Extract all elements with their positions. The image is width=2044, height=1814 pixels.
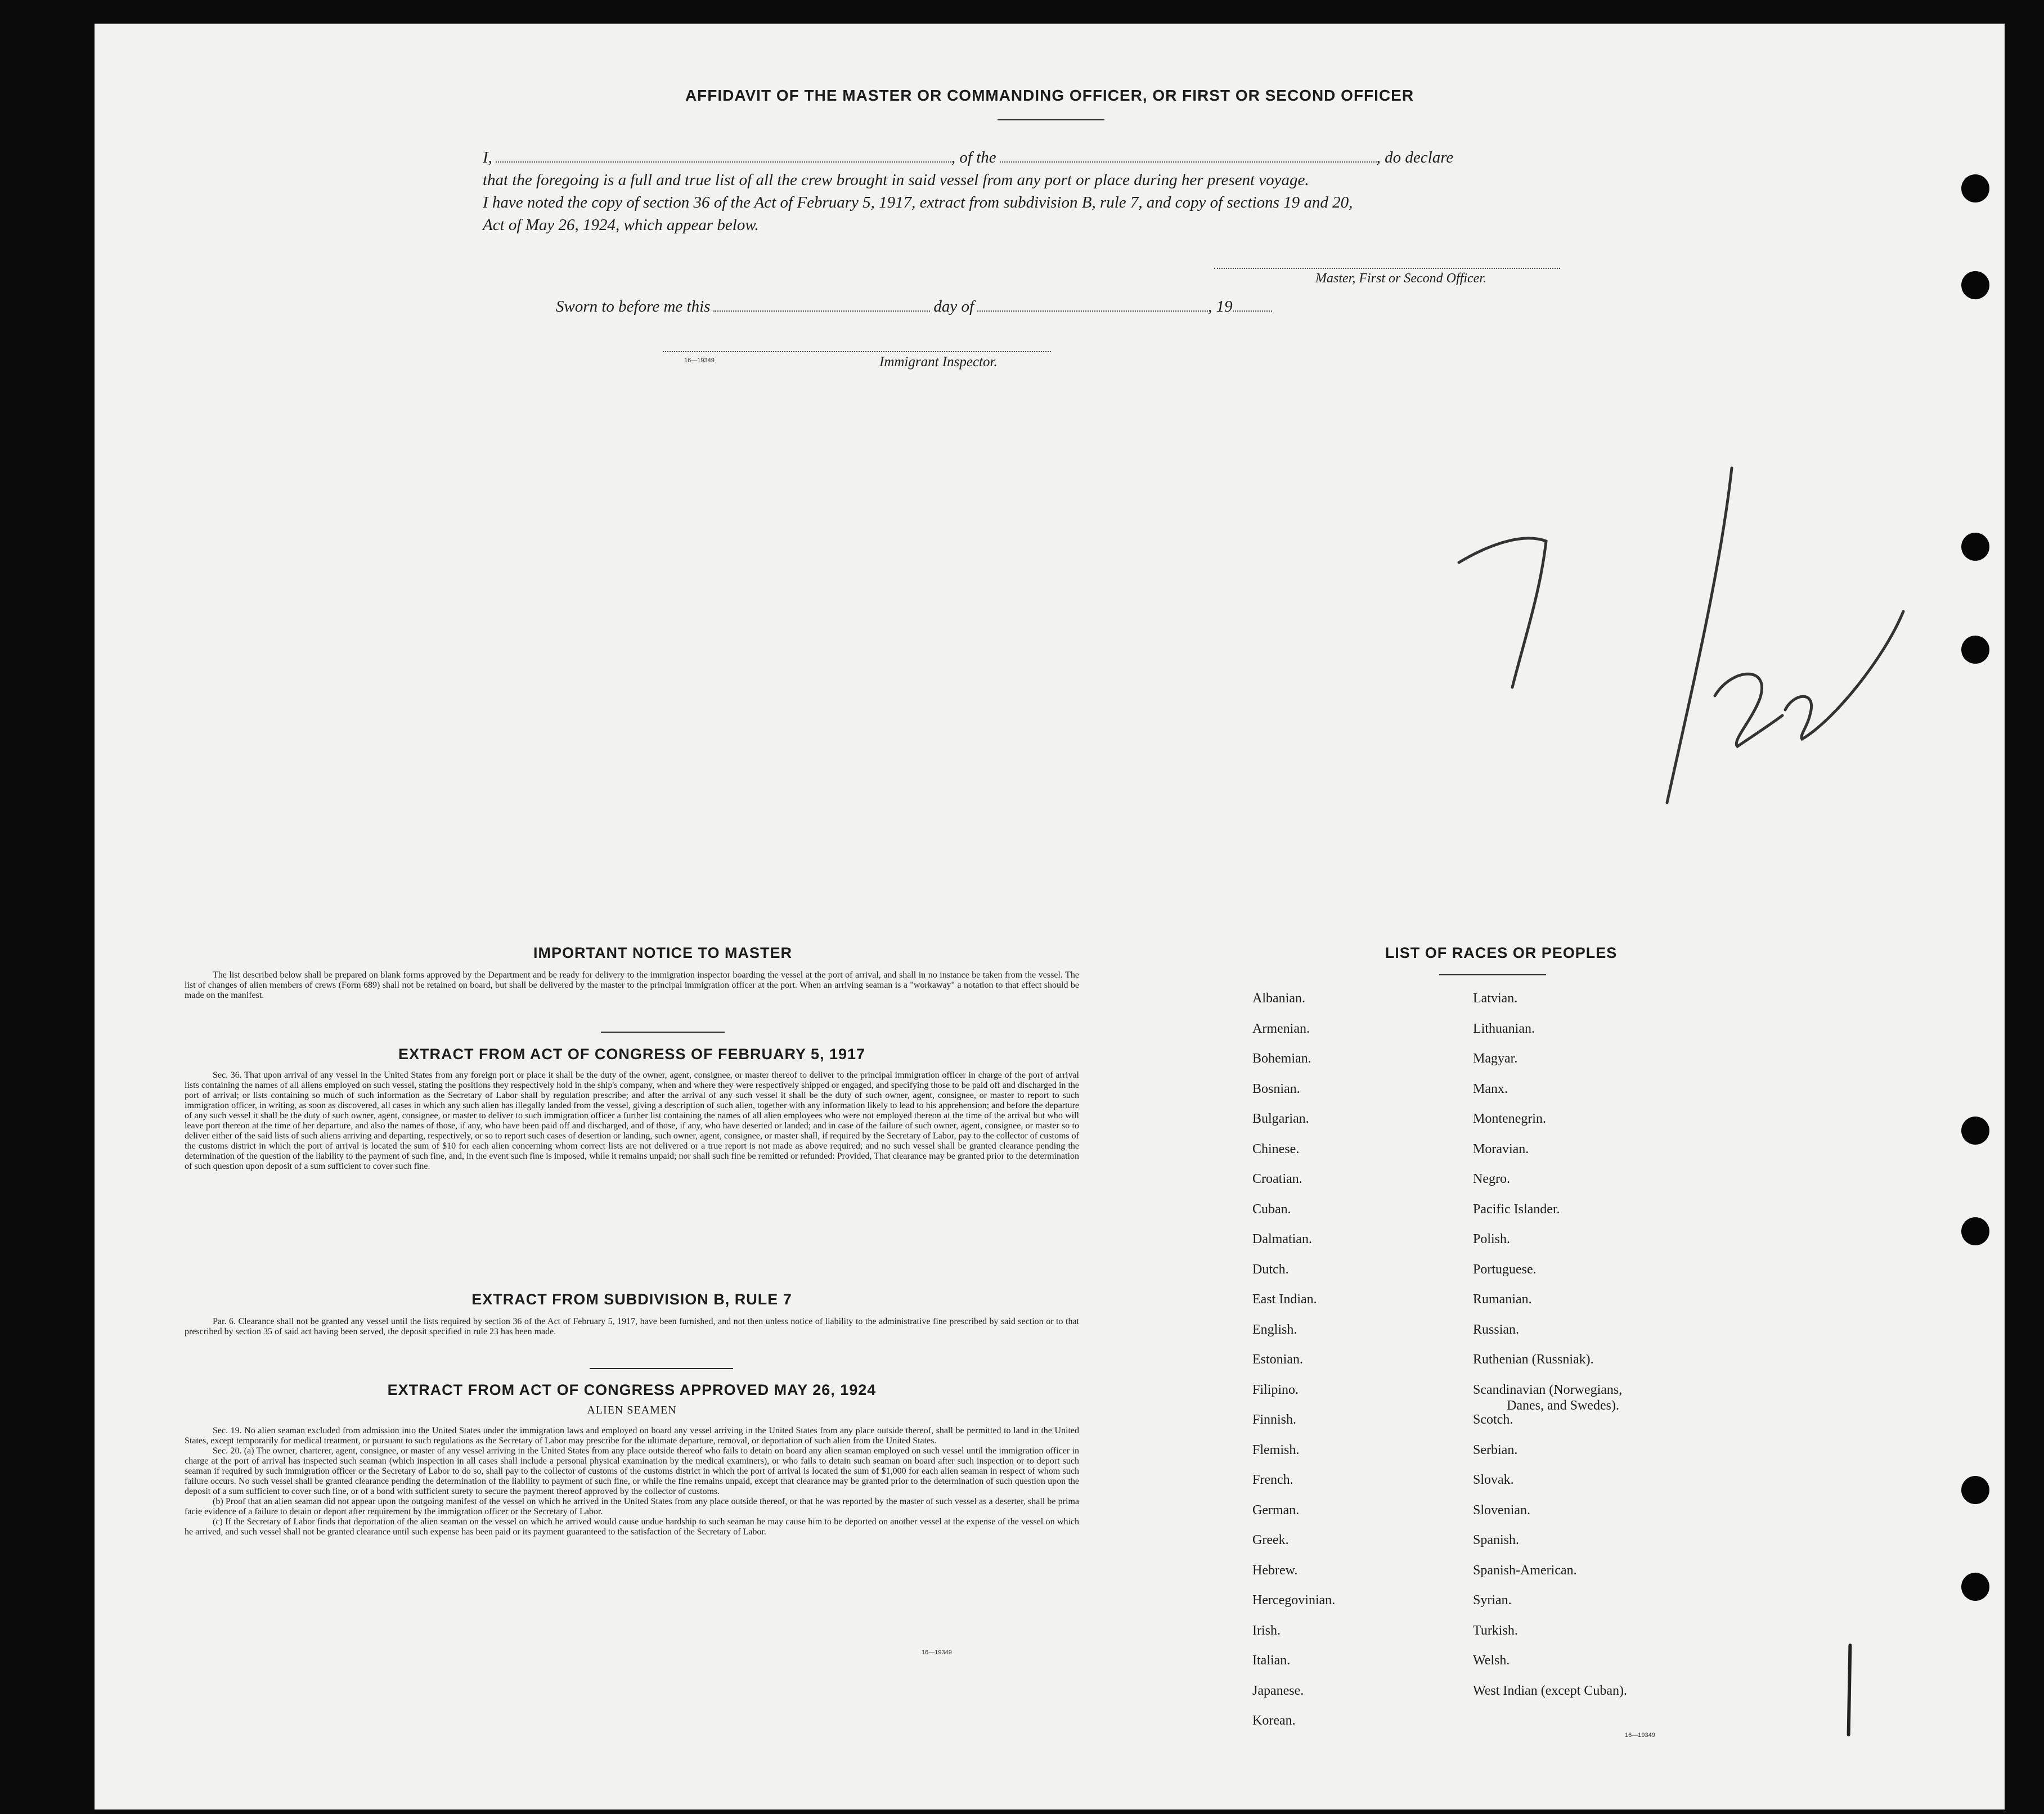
extract-1924-body	[185, 1426, 1079, 1537]
race-item: Russian.	[1473, 1322, 1520, 1337]
race-item: Magyar.	[1473, 1051, 1518, 1066]
inspector-caption: Immigrant Inspector.	[879, 354, 998, 370]
rule7-title: EXTRACT FROM SUBDIVISION B, RULE 7	[471, 1291, 792, 1308]
race-item: Manx.	[1473, 1081, 1508, 1096]
race-item: Latvian.	[1473, 991, 1518, 1006]
race-item: Negro.	[1473, 1172, 1510, 1186]
race-item: Portuguese.	[1473, 1262, 1537, 1277]
race-item: Slovak.	[1473, 1473, 1514, 1487]
alien-seamen-subtitle: ALIEN SEAMEN	[587, 1404, 677, 1416]
race-item: Greek.	[1252, 1533, 1289, 1547]
extract-1917-title: EXTRACT FROM ACT OF CONGRESS OF FEBRUARY 5, 1917	[398, 1046, 866, 1063]
race-item: Dutch.	[1252, 1262, 1289, 1277]
race-item: East Indian.	[1252, 1292, 1317, 1307]
notice-title: IMPORTANT NOTICE TO MASTER	[533, 944, 792, 961]
section-20c: (c) If the Secretary of Labor finds that deportation of the alien seaman on the vessel on which he arrived would cause undue hardship to such seaman he may cause him to be deported on another vessel at the expense of the vessel on which he arrived, and such vessel shall not be granted clearance until such expense has been paid or its payment guaranteed to the satisfaction of the Secretary of Labor.	[185, 1517, 1079, 1537]
affidavit-title: AFFIDAVIT OF THE MASTER OR COMMANDING OFFICER, OR FIRST OR SECOND OFFICER	[685, 87, 1414, 104]
race-item: Filipino.	[1252, 1382, 1299, 1397]
binding-hole	[1961, 636, 1989, 664]
binding-hole	[1961, 271, 1989, 299]
race-item: Italian.	[1252, 1653, 1291, 1668]
affidavit-of-the: , of the	[951, 148, 996, 166]
affidavit-i: I,	[483, 148, 492, 166]
affidavit-line-4: Act of May 26, 1924, which appear below.	[483, 216, 759, 234]
race-item: Korean.	[1252, 1713, 1296, 1728]
sworn-year: , 19	[1208, 298, 1233, 316]
affidavit-line-3: I have noted the copy of section 36 of the Act of February 5, 1917, extract from subdivision B, rule 7, and copy of sections 19 and 20,	[483, 193, 1353, 211]
race-item: Croatian.	[1252, 1172, 1302, 1186]
race-item: Japanese.	[1252, 1683, 1304, 1698]
race-item: Spanish-American.	[1473, 1563, 1577, 1578]
month-blank	[977, 310, 1208, 312]
race-item: Bohemian.	[1252, 1051, 1311, 1066]
binding-hole	[1961, 174, 1989, 202]
race-item: Ruthenian (Russniak).	[1473, 1352, 1594, 1367]
race-item: Scotch.	[1473, 1412, 1513, 1427]
race-item: Estonian.	[1252, 1352, 1303, 1367]
binding-hole	[1961, 533, 1989, 561]
sworn-day-of: day of	[933, 298, 974, 316]
race-item: Slovenian.	[1473, 1502, 1530, 1518]
race-item: Rumanian.	[1473, 1292, 1532, 1307]
races-rule	[1439, 974, 1546, 975]
races-title: LIST OF RACES OR PEOPLES	[1385, 944, 1618, 961]
inspector-line	[663, 351, 1051, 352]
race-item: Syrian.	[1473, 1593, 1512, 1608]
race-item: Pacific Islander.	[1473, 1201, 1560, 1217]
extract-1917-section: Sec. 36.	[213, 1070, 242, 1080]
notice-rule	[601, 1032, 725, 1033]
sworn-line	[556, 298, 1272, 316]
race-item: Montenegrin.	[1473, 1111, 1546, 1126]
race-item: Bosnian.	[1252, 1081, 1300, 1096]
affidavit-line-2: that the foregoing is a full and true list of all the crew brought in said vessel from any port or place during her present voyage.	[483, 171, 1309, 189]
binding-hole	[1961, 1573, 1989, 1601]
races-column-right	[1473, 991, 1788, 1767]
race-item: West Indian (except Cuban).	[1473, 1683, 1627, 1698]
signature-caption: Master, First or Second Officer.	[1315, 271, 1486, 286]
section-20a: Sec. 20. (a) The owner, charterer, agent, consignee, or master of any vessel arriving in the United States from any place outside thereof who fails to detain on board any alien seaman employed on such vessel until the immigration officer in charge at the port of arrival has inspected such seaman (which inspection in all cases shall include a personal physical examination by the medical examiners), or who fails to detain such seaman on board after such inspection or to deport such seaman if required by such immigration officer or the Secretary of Labor to do so, shall pay to the collector of customs of the customs district in which the port of arrival is located the sum of $1,000 for each alien seaman in respect of whom such failure occurs. No such vessel shall be granted clearance pending the determination of the liability to payment of such fine, or while the fine remains unpaid, except that clearance may be granted prior to the determination of such question upon the deposit of a sum sufficient to cover such fine, or of a bond with sufficient surety to secure the payment thereof approved by the collector of customs.	[185, 1446, 1079, 1496]
races-column-left	[1252, 991, 1489, 1767]
day-blank	[713, 310, 930, 312]
binding-hole	[1961, 1117, 1989, 1145]
race-item: German.	[1252, 1502, 1300, 1518]
rule7-rule	[590, 1368, 733, 1369]
race-item: Lithuanian.	[1473, 1021, 1535, 1036]
race-item: Finnish.	[1252, 1412, 1297, 1427]
race-item: Turkish.	[1473, 1623, 1518, 1638]
race-item: Armenian.	[1252, 1021, 1310, 1036]
race-item: Albanian.	[1252, 991, 1305, 1006]
race-item: Dalmatian.	[1252, 1232, 1312, 1246]
title-rule	[998, 119, 1104, 120]
affidavit-declare: , do declare	[1376, 148, 1454, 166]
binding-hole	[1961, 1217, 1989, 1245]
race-item: Flemish.	[1252, 1442, 1300, 1457]
race-item: French.	[1252, 1473, 1293, 1487]
race-item: Polish.	[1473, 1232, 1511, 1246]
notice-body: The list described below shall be prepared on blank forms approved by the Department and be ready for delivery to the immigration inspector boarding the vessel at the port of arrival, and shall in no instance be taken from the vessel. The list of changes of alien members of crews (Form 689) shall not be retained on board, but shall be delivered by the master to the principal immigration officer at the port. When an arriving seaman is a "workaway" a notation to that effect should be made on the manifest.	[185, 970, 1079, 1000]
race-item: Irish.	[1252, 1623, 1281, 1638]
race-item: Serbian.	[1473, 1442, 1518, 1457]
race-item: Chinese.	[1252, 1141, 1300, 1156]
sworn-text: Sworn to before me this	[556, 298, 711, 316]
extract-form-number: 16—19349	[922, 1649, 952, 1656]
year-blank	[1233, 310, 1272, 312]
rule7-body: Par. 6. Clearance shall not be granted any vessel until the lists required by section 36 of the Act of February 5, 1917, have been furnished, and not then unless notice of liability to the administrative fine prescribed by said section or to that prescribed by section 35 of said act having been served, the deposit specified in rule 23 has been made.	[185, 1317, 1079, 1336]
race-item: English.	[1252, 1322, 1297, 1337]
pencil-mark	[1847, 1644, 1852, 1736]
handwritten-date-note	[1456, 429, 1906, 822]
document-page	[95, 24, 2005, 1810]
vessel-blank	[1000, 161, 1377, 163]
section-19: Sec. 19. No alien seaman excluded from admission into the United States under the immigration laws and employed on board any vessel arriving in the United States from any place outside thereof, shall be permitted to land in the United States, except temporarily for medical treatment, or pursuant to such regulations as the Secretary of Labor may prescribe for the ultimate departure, removal, or deportation of such alien from the United States.	[185, 1426, 1079, 1446]
extract-1917-body	[185, 1070, 1079, 1172]
binding-hole	[1961, 1476, 1989, 1504]
race-item: Welsh.	[1473, 1653, 1510, 1668]
race-item: Spanish.	[1473, 1533, 1520, 1547]
extract-1917-text: That upon arrival of any vessel in the United States from any foreign port or place it shall be the duty of the owner, agent, consignee, or master thereof to deliver to the principal immigration officer in charge of the port of arrival lists containing the names of all aliens employed on such vessel, stating the positions they respectively hold in the ship's company, when and where they were respectively shipped or engaged, and specifying those to be paid off and discharged in the port of arrival; or lists containing so much of such information as the Secretary of Labor shall by regulation prescribe; and after the arrival of any such vessel it shall be the duty of such owner, agent, consignee, or master to report to such immigration officer, in writing, as soon as discovered, all cases in which any such alien has illegally landed from the vessel, giving a description of such alien, together with any information likely to lead to his apprehension; and before the departure of any such vessel it shall be the duty of such owner, agent, consignee, or master to deliver to such immigration officer a further list containing the names of all alien employees who were not employed thereon at the time of the arrival but who will leave port thereon at the time of her departure, and also the names of those, if any, who have been paid off and discharged, and of those, if any, who have deserted or landed; and in case of the failure of such owner, agent, consignee, or master so to deliver either of the said lists of such aliens arriving and departing, respectively, or so to report such cases of desertion or landing, such owner, agent, consignee, or master shall, if required by the Secretary of Labor, pay to the collector of customs of the customs district in which the port of arrival is located the sum of $10 for each alien concerning whom correct lists are not delivered or a true report is not made as above required; and no such vessel shall be granted clearance pending the determination of the question of the liability to the payment of such fine, and, in the event such fine is imposed, while it remains unpaid; nor shall such fine be remitted or refunded: Provided, That clearance may be granted prior to the determination of such question upon deposit of a sum sufficient to cover such fine.	[185, 1070, 1079, 1171]
race-item: Scandinavian (Norwegians,	[1473, 1382, 1623, 1397]
affidavit-form-number: 16—19349	[684, 357, 715, 364]
section-20b: (b) Proof that an alien seaman did not appear upon the outgoing manifest of the vessel on which he arrived in the United States from any place outside thereof, or that he was reported by the master of such vessel as a deserter, shall be prima facie evidence of a failure to detain or deport after requirement by the immigration officer or the Secretary of Labor.	[185, 1497, 1079, 1516]
race-item: Hercegovinian.	[1252, 1593, 1336, 1608]
race-item: Moravian.	[1473, 1141, 1529, 1156]
signature-line	[1214, 268, 1560, 269]
affidavit-line-1	[483, 148, 1687, 171]
race-item: Bulgarian.	[1252, 1111, 1309, 1126]
extract-1924-title: EXTRACT FROM ACT OF CONGRESS APPROVED MAY 26, 1924	[387, 1381, 877, 1398]
race-item: Cuban.	[1252, 1201, 1291, 1217]
races-form-number: 16—19349	[1625, 1732, 1655, 1739]
race-item: Hebrew.	[1252, 1563, 1298, 1578]
name-blank	[496, 161, 951, 163]
race-item: Danes, and Swedes).	[1507, 1398, 1619, 1413]
